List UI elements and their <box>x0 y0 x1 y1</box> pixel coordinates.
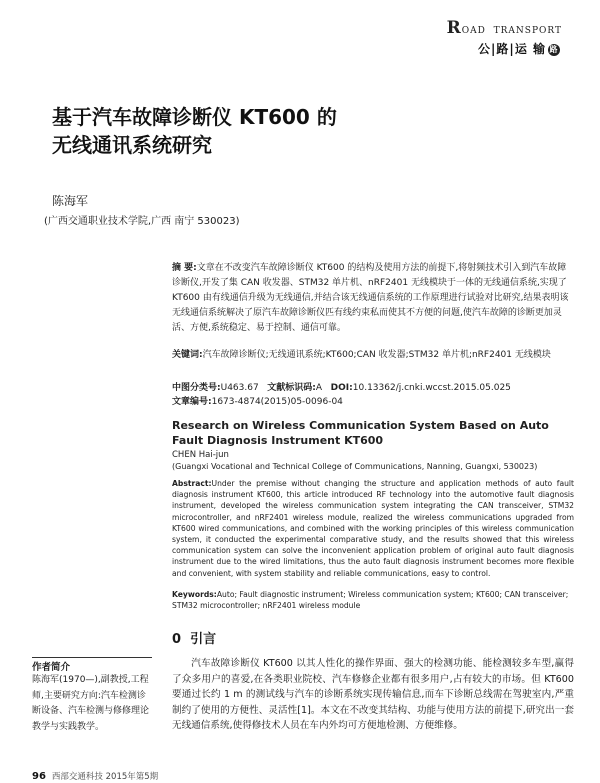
journal-emblem-icon: 路 <box>549 44 559 54</box>
author-box-text: 陈海军(1970—),副教授,工程师,主要研究方向:汽车检测诊断设备、汽车检测与修修理论教学与实践教学。 <box>32 675 150 732</box>
page-number: 96 <box>32 771 46 782</box>
en-affiliation: (Guangxi Vocational and Technical College of Communications, Nanning, Guangxi, 530023) <box>172 462 538 471</box>
author-name: 陈海军 <box>52 194 89 208</box>
en-keywords: Keywords:Auto; Fault diagnostic instrument; Wireless communication system; KT600; CAN transceiver; STM32 microcontroller; nRF2401 wireless module <box>172 590 569 611</box>
section-heading: 0 引言 <box>172 632 217 647</box>
zh-keywords: 关键词:汽车故障诊断仪;无线通讯系统;KT600;CAN 收发器;STM32 单片机;nRF2401 无线模块 <box>172 350 551 360</box>
paper-title: 基于汽车故障诊断仪 KT600 的 无线通讯系统研究 <box>52 105 337 157</box>
zh-classification: 中图分类号:U463.67 文献标识码:A DOI:10.13362/j.cnki.wccst.2015.05.025 <box>172 383 511 393</box>
body-paragraph: 汽车故障诊断仪 KT600 以其人性化的操作界面、强大的检测功能、能检测较多车型,赢得了众多用户的喜爱,在各类职业院校、汽车修修企业都有很多用户,占有较大的市场。但 KT600 要通过长约 1 m 的测试线与汽车的诊断系统实现传输信息,而车下诊断总线需在驾驶室内,严重制约了使用的方便性、灵活性[1]。本文在不改变其结构、功能与使用方法的前提下,研究出一套无线通信系统,使得修技术人员在车内外均可方便地检测、方便维修。 <box>172 658 574 732</box>
en-title: Research on Wireless Communication System Based on Auto Fault Diagnosis Instrument KT600 <box>172 419 549 447</box>
en-author: CHEN Hai-jun <box>172 450 229 460</box>
en-abstract: Abstract:Under the premise without changing the structure and application methods of auto fault diagnosis instrument KT600, this article introduced RF technology into the automotive fault diagnosis instrument, developed the wireless communication system integrating the CAN transceiver, STM32 microcontroller, and nRF2401 wireless module, realized the wireless communications upgraded from KT600 wired communications, and combined with the working principles of this wireless communication system, it conducted the experimental comparative study, and the results showed that this wireless communication system can solve the inconvenient application problem of original auto fault diagnosis instrument due to the wired limitations, thus the auto fault diagnosis instrument becomes more flexible and convenient, with system stability and reliable communications, easy to control. <box>172 479 574 578</box>
zh-article-number: 文章编号:1673-4874(2015)05-0096-04 <box>172 397 343 407</box>
journal-logo-english: ROAD TRANSPORT <box>446 18 562 38</box>
page-footer <box>32 770 158 782</box>
author-box-title: 作者简介 <box>32 662 71 673</box>
journal-issue: 西部交通科技 2015年第5期 <box>51 772 159 782</box>
author-box-divider <box>32 657 152 658</box>
journal-logo-chinese: 公|路|运 输 路 <box>478 42 559 56</box>
author-affiliation: (广西交通职业技术学院,广西 南宁 530023) <box>44 216 240 227</box>
zh-abstract: 摘 要:文章在不改变汽车故障诊断仪 KT600 的结构及使用方法的前提下,将射频技术引入到汽车故障诊断仪,开发了集 CAN 收发器、STM32 单片机、nRF2401 无线模块于一体的无线通信系统,实现了 KT600 由有线通信升级为无线通信,并结合该无线通信系统的工作原理进行试验对比研究,结果表明该无线通信系统解决了原汽车故障诊断仪匹有线约束私而使其不方便的问题,使汽车故障的诊断更加灵活、方便,系统稳定、易于控制、通信可靠。 <box>172 263 569 333</box>
